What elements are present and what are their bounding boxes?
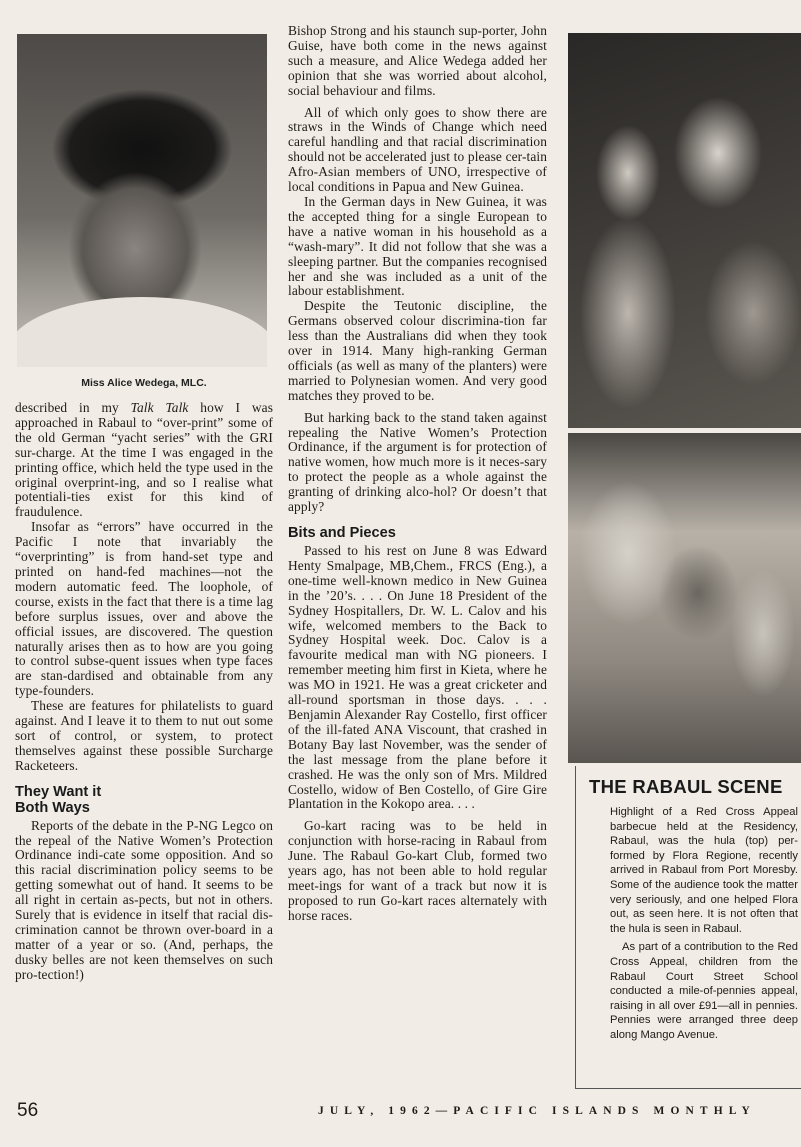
running-title: JULY, 1962—PACIFIC ISLANDS MONTHLY (318, 1105, 756, 1117)
paragraph: As part of a contribution to the Red Cross Appeal, children from the Rabaul Court Street School conducted a mile-of-pennies appeal, raising in all over £91—all in pennies. Pennies were arranged three deep along Mango Avenue. (610, 941, 798, 1041)
paragraph: Go-kart racing was to be held in conjunction with horse-racing in Rabaul from June. The Rabaul Go-kart Club, formed two years ago, has not been able to hold regular meet-ings for want of a track but now it is proposed to run Go-kart races alternately with horse races. (288, 818, 547, 923)
portrait-shoulders (17, 297, 267, 367)
column-1-text (15, 401, 273, 774)
paragraph: Bishop Strong and his staunch sup-porter, John Guise, have both come in the news against such a measure, and Alice Wedega added her opinion that she was worried about alcohol, social behaviour and films. (288, 23, 547, 98)
paragraph: Insofar as “errors” have occurred in the Pacific I note that invariably the “overprinting” is from hand-set type and printed on hand-fed machines—not the modern automatic feed. The loophole, of course, exists in the fact that there is a time lag before surplus issues, over and above the official issues, are discovered. The question naturally arises then as to how are you going to control subse-quent issues when type faces are stan-dardised and obtainable from any type-founders. (15, 519, 273, 699)
paragraph: Reports of the debate in the P-NG Legco on the repeal of the Native Women’s Protection Ordinance indi-cate some opposition. And so this racial discrimination policy seems to be getting somewhat out of hand. It seems to be all right in certain as-pects, but not in others. Surely that is evidence in itself that racial dis-crimination cannot be thrown over-board in a matter of a year or so. (And, perhaps, the dusky belles are not keen themselves on such pro-tection!) (15, 817, 273, 982)
paragraph: These are features for philatelists to guard against. And I leave it to them to nut out some sort of control, or system, to protect themselves against these possible Surcharge Racketeers. (15, 698, 273, 773)
paragraph: But harking back to the stand taken against repealing the Native Women’s Protection Ordinance, if the argument is for protection of native women, how much more is it neces-sary to protect the people as a whole against the granting of drinking alco-hol? Or doesn’t that apply? (288, 409, 547, 515)
column-2-text-b (288, 544, 547, 924)
paragraph: In the German days in New Guinea, it was the accepted thing for a single European to have a native woman in his household as a “wash-mary”. It did not follow that she was a sleeping partner. But the companies recognised her and she was included as a unit of the labour establishment. (288, 193, 547, 299)
column-2-text (288, 24, 547, 515)
hula-photo (568, 33, 801, 428)
sidebar-text (576, 805, 801, 1043)
paragraph: Highlight of a Red Cross Appeal barbecue held at the Residency, Rabaul, was the hula (top) per-formed by Flora Regione, recently arrived in Rabaul from Port Moresby. Some of the audience took the matter very seriously, and one helped Flora out, as seen here. It is not often that the hula is seen in Rabaul. (610, 806, 798, 935)
section-heading-they-want-it (15, 784, 273, 816)
paragraph: Despite the Teutonic discipline, the Germans observed colour discrimina-tion far less than the Australians did when they took over in 1914. Many high-ranking German officials (as well as many of the planters) were married to Polynesian women. And very good matches they proved to be. (288, 298, 547, 403)
audience-photo (568, 433, 801, 763)
heading-line-2: Both Ways (15, 799, 90, 816)
paragraph: Passed to his rest on June 8 was Edward Henty Smalpage, MB,Chem., FRCS (Eng.), a one-time well-known medico in New Guinea in the ’20’s. . . . On June 18 President of the Sydney Hospitallers, Dr. W. L. Calov and his wife, welcomed members to the Back to Sydney Hospital week. Doc. Calov is a favourite medical man with NG pioneers. I remember meeting him first in Kieta, where he was MO in 1921. He was a great cricketer and all-round sportsman in those days. . . . Benjamin Alexander Ray Costello, first officer of the ill-fated ANA Viscount, that crashed in Botany Bay last November, was the sender of the last message from the plane before it crashed. He was the only son of Mrs. Mildred Costello, widow of Ben Costello, of Gire Gire Plantation in the Kokopo area. . . . (288, 543, 547, 812)
page-number: 56 (17, 1100, 39, 1121)
portrait-photo (17, 34, 267, 367)
photo-caption: Miss Alice Wedega, MLC. (81, 377, 207, 389)
section-heading-bits-and-pieces: Bits and Pieces (288, 525, 396, 541)
paragraph: described in my Talk Talk how I was approached in Rabaul to “over-print” some of the old German “yacht series” with the GRI sur-charge. At the time I was engaged in the printing office, which held the type used in the original overprint-ing, and so I realise what potentiali-ties exist for this kind of fraudulence. (15, 400, 274, 520)
page-footer (0, 1100, 801, 1130)
column-2 (288, 24, 547, 924)
sidebar-title: THE RABAUL SCENE (589, 776, 783, 797)
paragraph: All of which only goes to show there are straws in the Winds of Change which need careful handling and that racial discrimination should not be accelerated just to please cer-tain Afro-Asian members of UNO, irrespective of local conditions in Papua and New Guinea. (288, 104, 547, 195)
column-1 (15, 24, 273, 983)
rabaul-scene-box (575, 766, 801, 1089)
column-1-text-b (15, 819, 273, 983)
heading-line-1: They Want it (15, 783, 102, 800)
